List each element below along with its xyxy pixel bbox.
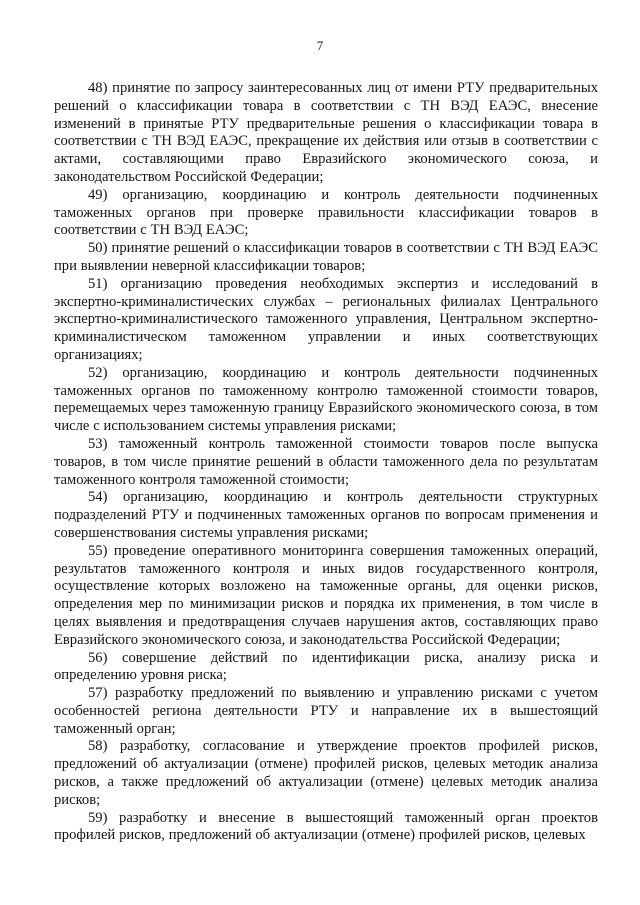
paragraph-55: 55) проведение оперативного мониторинга совершения таможенных операций, результатов таможенного контроля и иных видов государственного контроля, осуществление которых возложено на таможенные органы, для оценки рисков, определения мер по минимизации рисков и порядка их применения, в том числе в целях выявления и предотвращения случаев нарушения актов, составляющих право Евразийского экономического союза, и законодательства Российской Федерации; [54,542,598,648]
paragraph-54: 54) организацию, координацию и контроль деятельности структурных подразделений РТУ и подчиненных таможенных органов по вопросам применения и совершенствования системы управления рисками; [54,489,598,541]
paragraph-49: 49) организацию, координацию и контроль деятельности подчиненных таможенных органов при проверке правильности классификации товаров в соответствии с ТН ВЭД ЕАЭС; [54,186,598,239]
paragraph-59: 59) разработку и внесение в вышестоящий таможенный орган проектов профилей рисков, предложений об актуализации (отмене) профилей рисков, целевых [54,809,598,844]
paragraph-56: 56) совершение действий по идентификации риска, анализу риска и определению уровня риска; [54,649,598,684]
paragraph-53: 53) таможенный контроль таможенной стоимости товаров после выпуска товаров, в том числе принятие решений в области таможенного дела по результатам таможенного контроля таможенной стоимости; [54,435,598,488]
page-number: 7 [316,38,324,53]
paragraph-48: 48) принятие по запросу заинтересованных лиц от имени РТУ предварительных решений о классификации товара в соответствии с ТН ВЭД ЕАЭС, внесение изменений в принятые РТУ предварительные решения о классификации товара в соответствии с ТН ВЭД ЕАЭС, прекращение их действия или отзыв в соответствии с актами, составляющими право Евразийского экономического союза, и законодательством Российской Федерации; [54,80,598,185]
paragraph-51: 51) организацию проведения необходимых экспертиз и исследований в экспертно-криминалистических службах – региональных филиалах Центрального экспертно-криминалистического таможенного управления, Центральном экспертно-криминалистическом таможенном управлении и иных соответствующих организациях; [54,275,598,363]
paragraph-57: 57) разработку предложений по выявлению и управлению рисками с учетом особенностей региона деятельности РТУ и направление их в вышестоящий таможенный орган; [54,685,598,737]
paragraph-50: 50) принятие решений о классификации товаров в соответствии с ТН ВЭД ЕАЭС при выявлении неверной классификации товаров; [54,240,598,274]
document-body [54,80,598,845]
paragraph-52: 52) организацию, координацию и контроль деятельности подчиненных таможенных органов по таможенному контролю таможенной стоимости товаров, перемещаемых через таможенную границу Евразийского экономического союза, в том числе с использованием системы управления рисками; [54,364,598,435]
paragraph-58: 58) разработку, согласование и утверждение проектов профилей рисков, предложений об актуализации (отмене) профилей рисков, целевых методик анализа рисков, а также предложений об актуализации (отмене) целевых методик анализа рисков; [54,738,598,808]
